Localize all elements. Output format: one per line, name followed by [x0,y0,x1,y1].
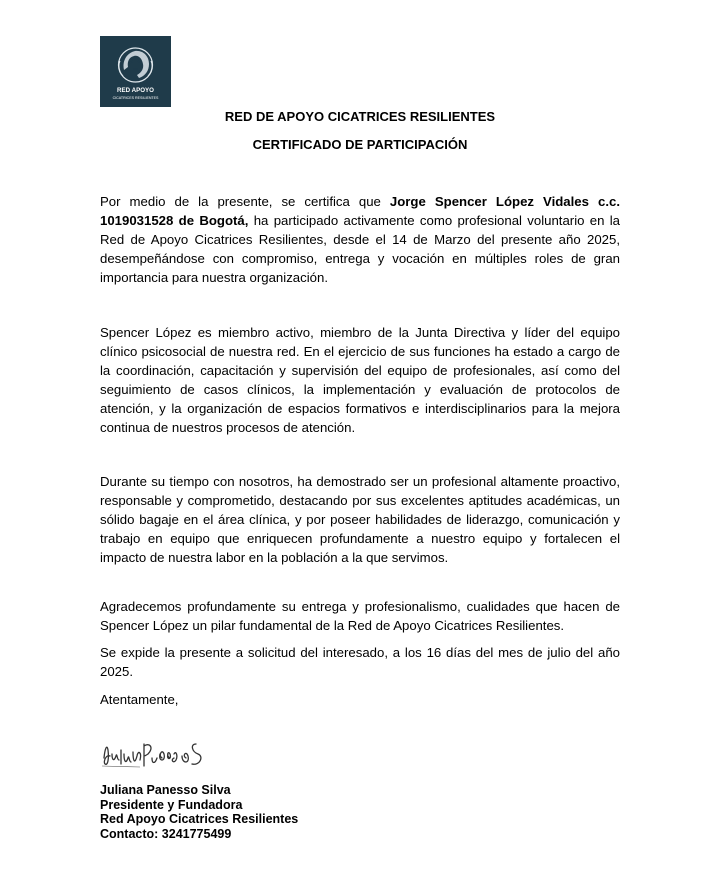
certified-person-name: Jorge Spencer López Vidales c.c. 1019031528 de Bogotá, [100,194,620,228]
paragraph-gratitude: Agradecemos profundamente su entrega y profesionalismo, cualidades que hacen de Spencer López un pilar fundamental de la Red de Apoyo Cicatrices Resilientes. [100,599,620,633]
logo-line-2: CICATRICES RESILIENTES [112,96,159,100]
signer-block [100,783,298,841]
paragraph-roles: Spencer López es miembro activo, miembro de la Junta Directiva y líder del equipo clínico psicosocial de nuestra red. En el ejercicio de sus funciones ha estado a cargo de la coordinación, capacitación y supervisión del equipo de profesionales, así como del seguimiento de casos clínicos, la implementación y evaluación de protocolos de atención, y la organización de espacios formativos e interdisciplinarios para la mejora continua de nuestros procesos de atención. [100,325,620,435]
closing-salutation: Atentamente, [100,692,179,707]
paragraph-issuance: Se expide la presente a solicitud del interesado, a los 16 días del mes de julio del año 2025. [100,645,620,679]
signature-scribble-icon [100,736,225,772]
paragraph-certification [100,192,620,287]
org-title: RED DE APOYO CICATRICES RESILIENTES [224,109,496,124]
paragraph-qualities: Durante su tiempo con nosotros, ha demostrado ser un profesional altamente proactivo, responsable y comprometido, destacando por sus excelentes aptitudes académicas, un sólido bagaje en el área clínica, y por poseer habilidades de liderazgo, comunicación y trabajo en equipo que enriquecen profundamente a nuestro equipo y fortalecen el impacto de nuestra labor en la población a la que servimos. [100,474,620,565]
handwritten-signature [100,736,225,772]
lion-emblem-icon [100,36,171,107]
signer-contact: Contacto: 3241775499 [100,826,232,841]
p1-intro: Por medio de la presente, se certifica que [100,194,390,209]
p1-rest: ha participado activamente como profesional voluntario en la Red de Apoyo Cicatrices Resilientes, desde el 14 de Marzo del presente año 2025, desempeñándose con compromiso, entrega y vocación en múltiples roles de gran importancia para nuestra organización. [100,213,620,285]
logo-line-1: RED APOYO [117,87,154,94]
signer-role: Presidente y Fundadora [100,797,243,812]
certificate-title: CERTIFICADO DE PARTICIPACIÓN [252,137,468,152]
organization-logo [100,36,171,107]
signer-organization: Red Apoyo Cicatrices Resilientes [100,812,299,826]
signer-name: Juliana Panesso Silva [100,783,231,797]
